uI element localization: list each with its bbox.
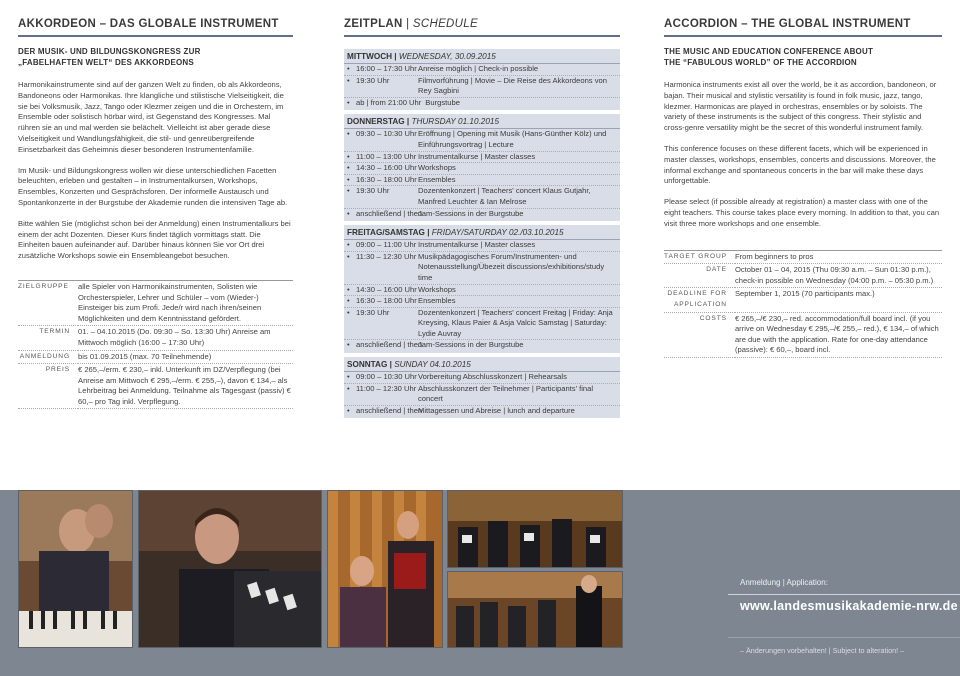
fact-label-costs: COSTS bbox=[664, 312, 735, 357]
event-desc: Burgstube bbox=[425, 97, 460, 107]
event-time: 11:30 – 12:30 Uhr bbox=[356, 251, 417, 261]
table-row bbox=[664, 264, 942, 288]
event-desc: Dozentenkonzert | Teachers' concert Klaus Gutjahr, Manfred Leuchter & Ian Melrose bbox=[418, 186, 591, 206]
fact-label-preis: PREIS bbox=[18, 364, 78, 409]
event-time: 14:30 – 16:00 Uhr bbox=[356, 284, 417, 294]
english-column bbox=[664, 0, 942, 358]
fact-label-zielgruppe: ZIELGRUPPE bbox=[18, 280, 78, 325]
schedule-column bbox=[344, 0, 620, 422]
schedule-heading-en: SCHEDULE bbox=[412, 18, 478, 30]
fact-value-date: October 01 – 04, 2015 (Thu 09:30 a.m. – Sun 01:30 p.m.), check-in possible on Wednesday (04:00 p.m. – 05:30 p.m.) bbox=[735, 264, 942, 288]
fact-label-deadline: DEADLINE FOR APPLICATION bbox=[664, 288, 735, 312]
schedule-list bbox=[344, 49, 620, 418]
day-name-en: THURSDAY 01.10.2015 bbox=[411, 117, 499, 127]
day-block-sunday bbox=[344, 357, 620, 418]
english-facts-table bbox=[664, 250, 942, 358]
event-time: 19:30 Uhr bbox=[356, 307, 390, 317]
photo-accordion-player bbox=[138, 490, 322, 648]
day-header: SONNTAG | SUNDAY 04.10.2015 bbox=[344, 357, 620, 372]
event-desc: Anreise möglich | Check-in possible bbox=[418, 64, 539, 73]
photo-ensemble-conductor bbox=[447, 571, 623, 648]
fact-label-anmeldung: ANMELDUNG bbox=[18, 350, 78, 364]
german-paragraph-3: Bitte wählen Sie (möglichst schon bei der Anmeldung) einen Instrumentalkurs bei einem der acht Dozenten. Dieser Kurs findet täglich vormittags statt. Die Einheiten bauen aufeinander auf. Darüber hinaus können Sie vor Ort drei zusätzliche Workshops sowie ein Ensembleangebot besuchen. bbox=[18, 218, 291, 261]
fact-value-deadline: September 1, 2015 (70 participants max.) bbox=[735, 288, 942, 312]
event-desc: Instrumentalkurse | Master classes bbox=[418, 240, 536, 250]
table-row bbox=[18, 350, 293, 364]
fact-value-costs: € 265,–/€ 230,– red. accommodation/full board incl. (if you arrive on Wednesday € 295,–/€ 255,– red.), € 134,– of which are due with the application. Rate for one-day attendance (passive): € 60,–, board incl. bbox=[735, 312, 942, 357]
event-time: 11:00 – 12:30 Uhr bbox=[356, 383, 417, 393]
list-item: • 19:30 Uhr Dozentenkonzert | Teachers' concert Freitag | Friday: Anja Kreysing, Klaus Paier & Asja Valcic Samstag | Saturday: Lydie Auvray bbox=[344, 308, 620, 341]
list-item: • 16:00 – 17:30 Uhr Anreise möglich | Check-in possible bbox=[344, 64, 620, 76]
photo-ensemble-conductor-image bbox=[448, 572, 622, 647]
day-block-wednesday bbox=[344, 49, 620, 110]
day-header: DONNERSTAG | THURSDAY 01.10.2015 bbox=[344, 114, 620, 129]
list-item: • 09:00 – 10:30 Uhr Vorbereitung Abschlusskonzert | Rehearsals bbox=[344, 372, 620, 384]
list-item: • 09:30 – 10:30 Uhr Eröffnung | Opening mit Musik (Hans-Günther Kölz) und Einführungsvortrag | Lecture bbox=[344, 129, 620, 151]
day-name-en: SUNDAY 04.10.2015 bbox=[394, 360, 471, 370]
alteration-note: – Änderungen vorbehalten! | Subject to alteration! – bbox=[740, 646, 905, 655]
german-heading: AKKORDEON – DAS GLOBALE INSTRUMENT bbox=[18, 0, 293, 37]
fact-value-preis: € 265,–/erm. € 230,– inkl. Unterkunft im DZ/Verpflegung (bei Anreise am Mittwoch € 295,–/erm. € 255,–), davon € 134,– als Lehrbeitrag bei Anmeldung. Teilnahme als Tagesgast (passiv) € 60,– pro Tag inkl. Verpflegung. bbox=[78, 364, 293, 409]
event-desc: Abschlusskonzert der Teilnehmer | Participants' final concert bbox=[418, 383, 594, 404]
german-column bbox=[18, 0, 293, 409]
photo-duo-image bbox=[328, 491, 442, 647]
day-name-en: FRIDAY/SATURDAY 02./03.10.2015 bbox=[431, 228, 564, 238]
event-time: 09:30 – 10:30 Uhr bbox=[356, 129, 417, 139]
list-item: • 11:00 – 13:00 Uhr Instrumentalkurse | Master classes bbox=[344, 152, 620, 164]
event-time: 14:30 – 16:00 Uhr bbox=[356, 163, 417, 173]
event-time: 16:30 – 18:00 Uhr bbox=[356, 296, 417, 306]
german-paragraph-1: Harmonikainstrumente sind auf der ganzen Welt zu finden, ob als Akkordeons, Bandoneons oder Harmonikas. Ihre klangliche und stilistische Vielseitigkeit, die sie bei Volksmusik, Jazz, Tango oder Klezmer zeigen und die in Orchestern, im Ensemble oder solistisch hörbar wird, ist Gegenstand des Kongresses. Mal rühren sie an und mal werden sie belächelt. Vielleicht ist aber gerade diese Vielseitigkeit und Wandlungsfähigkeit, die stil- und genreübergreifende Einsetzbarkeit das Geheimnis dieser besonderen Instrumentenfamilie. bbox=[18, 80, 284, 154]
event-desc: Workshops bbox=[418, 163, 456, 173]
list-item: • 14:30 – 16:00 Uhr Workshops bbox=[344, 285, 620, 297]
event-time: 19:30 Uhr bbox=[356, 75, 390, 85]
english-subheading bbox=[664, 46, 942, 68]
event-desc: Workshops bbox=[418, 284, 456, 294]
event-desc: Eröffnung | Opening mit Musik (Hans-Günther Kölz) und Einführungsvortrag | Lecture bbox=[418, 129, 607, 149]
table-row bbox=[18, 280, 293, 325]
event-time: 16:00 – 17:30 Uhr bbox=[356, 64, 417, 73]
photo-orchestra-image bbox=[448, 491, 622, 567]
list-item: • anschließend | then Jam-Sessions in der Burgstube bbox=[344, 340, 620, 351]
english-paragraph-2: This conference focuses on these different facets, which will be experienced in master classes, workshops, ensembles, concerts and discussions. Moreover, the informal exchange and spontaneous concerts in the bar will make these days unforgettable. bbox=[664, 143, 936, 186]
event-desc: Mittagessen und Abreise | lunch and departure bbox=[418, 405, 575, 415]
event-desc: Ensembles bbox=[418, 174, 456, 184]
table-row bbox=[18, 326, 293, 350]
schedule-heading-de: ZEITPLAN bbox=[344, 18, 403, 30]
event-desc: Dozentenkonzert | Teachers' concert Freitag | Friday: Anja Kreysing, Klaus Paier & Asja Valcic Samstag | Saturday: Lydie Auvray bbox=[418, 307, 613, 338]
photo-pianist-image bbox=[19, 491, 132, 647]
list-item: • 09:00 – 11:00 Uhr Instrumentalkurse | Master classes bbox=[344, 240, 620, 252]
event-desc: Musikpädagogisches Forum/Instrumenten- und Notenausstellung/Übezeit discussions/exhibitions/study time bbox=[418, 251, 605, 282]
fact-label-termin: TERMIN bbox=[18, 326, 78, 350]
day-block-thursday bbox=[344, 114, 620, 221]
table-row bbox=[664, 312, 942, 357]
event-time: anschließend | then bbox=[356, 405, 423, 415]
event-time: anschließend | then bbox=[356, 208, 423, 218]
list-item: • 16:30 – 18:00 Uhr Ensembles bbox=[344, 296, 620, 308]
english-paragraph-3: Please select (if possible already at registration) a master class with one of the eight teachers. This course takes place every morning. In addition to that, you can visit three more workshops and one ensemble. bbox=[664, 197, 940, 228]
event-time: 16:30 – 18:00 Uhr bbox=[356, 174, 417, 184]
fact-value-zielgruppe: alle Spieler von Harmonikainstrumenten, Solisten wie Orchesterspieler, Lehrer und Schüler – vom (Wieder-) Einsteiger bis zum Profi. Jede/r wird nach ihren/seinen Möglichkeiten und dem Kenntnisstand gefördert. bbox=[78, 280, 293, 325]
day-block-friday-saturday bbox=[344, 225, 620, 353]
photo-accordion-player-image bbox=[139, 491, 321, 647]
photo-duo bbox=[327, 490, 443, 648]
fact-label-target-group: TARGET GROUP bbox=[664, 250, 735, 264]
list-item: • anschließend | then Mittagessen und Abreise | lunch and departure bbox=[344, 406, 620, 417]
german-subheading-line2: „FABELHAFTEN WELT“ DES AKKORDEONS bbox=[18, 58, 194, 67]
english-subheading-line1: THE MUSIC AND EDUCATION CONFERENCE ABOUT bbox=[664, 47, 874, 56]
event-desc: Jam-Sessions in der Burgstube bbox=[418, 208, 524, 218]
list-item: • ab | from 21:00 Uhr Burgstube bbox=[344, 98, 620, 109]
german-paragraph-2: Im Musik- und Bildungskongress wollen wir diese unterschiedlichen Facetten beleuchten, erleben und gestalten – in Instrumentalkursen, Workshops, Ensembles, Konzerten und Gesprächsforen. Der informelle Austausch und Spontankonzerte in der Burgstube der Akademie runden die intensiven Tage ab. bbox=[18, 165, 288, 207]
event-time: 09:00 – 10:30 Uhr bbox=[356, 372, 417, 382]
website-link[interactable]: www.landesmusikakademie-nrw.de bbox=[740, 599, 958, 613]
fact-label-date: DATE bbox=[664, 264, 735, 288]
german-subheading-line1: DER MUSIK- UND BILDUNGSKONGRESS ZUR bbox=[18, 47, 201, 56]
english-paragraph-1: Harmonica instruments exist all over the world, be it as accordion, bandoneon, or bajan. Their musical and stylistic versatility is found in folk music, jazz, tango, klezmer. Harmonicas are played in orchestras, ensembles or by soloists. The variety of these instruments is the subject of this congress. Their stylistic and cross-genre versatility might be the secret of this wonderful instrument family. bbox=[664, 80, 937, 133]
fact-value-anmeldung: bis 01.09.2015 (max. 70 Teilnehmende) bbox=[78, 350, 293, 364]
photo-pianist bbox=[18, 490, 133, 648]
list-item: • 11:30 – 12:30 Uhr Musikpädagogisches Forum/Instrumenten- und Notenausstellung/Übezeit discussions/exhibitions/study time bbox=[344, 252, 620, 285]
event-time: 11:00 – 13:00 Uhr bbox=[356, 151, 417, 161]
event-desc: Jam-Sessions in der Burgstube bbox=[418, 340, 524, 350]
english-heading: ACCORDION – THE GLOBAL INSTRUMENT bbox=[664, 0, 942, 37]
event-desc: Instrumentalkurse | Master classes bbox=[418, 151, 536, 161]
fact-value-target-group: From beginners to pros bbox=[735, 250, 942, 264]
application-label: Anmeldung | Application: bbox=[740, 578, 828, 587]
german-subheading bbox=[18, 46, 293, 68]
list-item: • 14:30 – 16:00 Uhr Workshops bbox=[344, 163, 620, 175]
list-item: • 19:30 Uhr Dozentenkonzert | Teachers' concert Klaus Gutjahr, Manfred Leuchter & Ian Melrose bbox=[344, 186, 620, 208]
day-header: FREITAG/SAMSTAG | FRIDAY/SATURDAY 02./03.10.2015 bbox=[344, 225, 620, 240]
list-item: • 16:30 – 18:00 Uhr Ensembles bbox=[344, 175, 620, 187]
table-row bbox=[664, 250, 942, 264]
band-divider bbox=[728, 637, 960, 638]
table-row bbox=[18, 364, 293, 409]
url-divider bbox=[728, 594, 960, 595]
day-name: SONNTAG bbox=[347, 360, 388, 370]
day-name: MITTWOCH bbox=[347, 52, 393, 61]
day-name-en: WEDNESDAY, 30.09.2015 bbox=[398, 52, 496, 61]
day-name: FREITAG/SAMSTAG bbox=[347, 228, 425, 238]
event-time: ab | from 21:00 Uhr bbox=[356, 97, 422, 107]
event-time: 09:00 – 11:00 Uhr bbox=[356, 240, 417, 250]
day-name: DONNERSTAG bbox=[347, 117, 405, 127]
event-desc: Vorbereitung Abschlusskonzert | Rehearsals bbox=[418, 372, 567, 382]
schedule-heading-separator: | bbox=[402, 18, 413, 30]
german-facts-table bbox=[18, 280, 293, 410]
schedule-heading bbox=[344, 0, 620, 37]
table-row bbox=[664, 288, 942, 312]
photo-orchestra bbox=[447, 490, 623, 568]
event-time: 19:30 Uhr bbox=[356, 186, 390, 196]
list-item: • 19:30 Uhr Filmvorführung | Movie – Die Reise des Akkordeons von Rey Sagbini bbox=[344, 76, 620, 98]
event-desc: Ensembles bbox=[418, 296, 456, 306]
list-item: • anschließend | then Jam-Sessions in der Burgstube bbox=[344, 209, 620, 220]
list-item: • 11:00 – 12:30 Uhr Abschlusskonzert der Teilnehmer | Participants' final concert bbox=[344, 384, 620, 406]
day-header: MITTWOCH | WEDNESDAY, 30.09.2015 bbox=[344, 49, 620, 64]
event-desc: Filmvorführung | Movie – Die Reise des Akkordeons von Rey Sagbini bbox=[418, 75, 607, 96]
event-time: anschließend | then bbox=[356, 340, 423, 350]
english-subheading-line2: THE “FABULOUS WORLD” OF THE ACCORDION bbox=[664, 58, 857, 67]
fact-value-termin: 01. – 04.10.2015 (Do. 09:30 – So. 13:30 Uhr) Anreise am Mittwoch möglich (16:00 – 17:30 Uhr) bbox=[78, 326, 293, 350]
